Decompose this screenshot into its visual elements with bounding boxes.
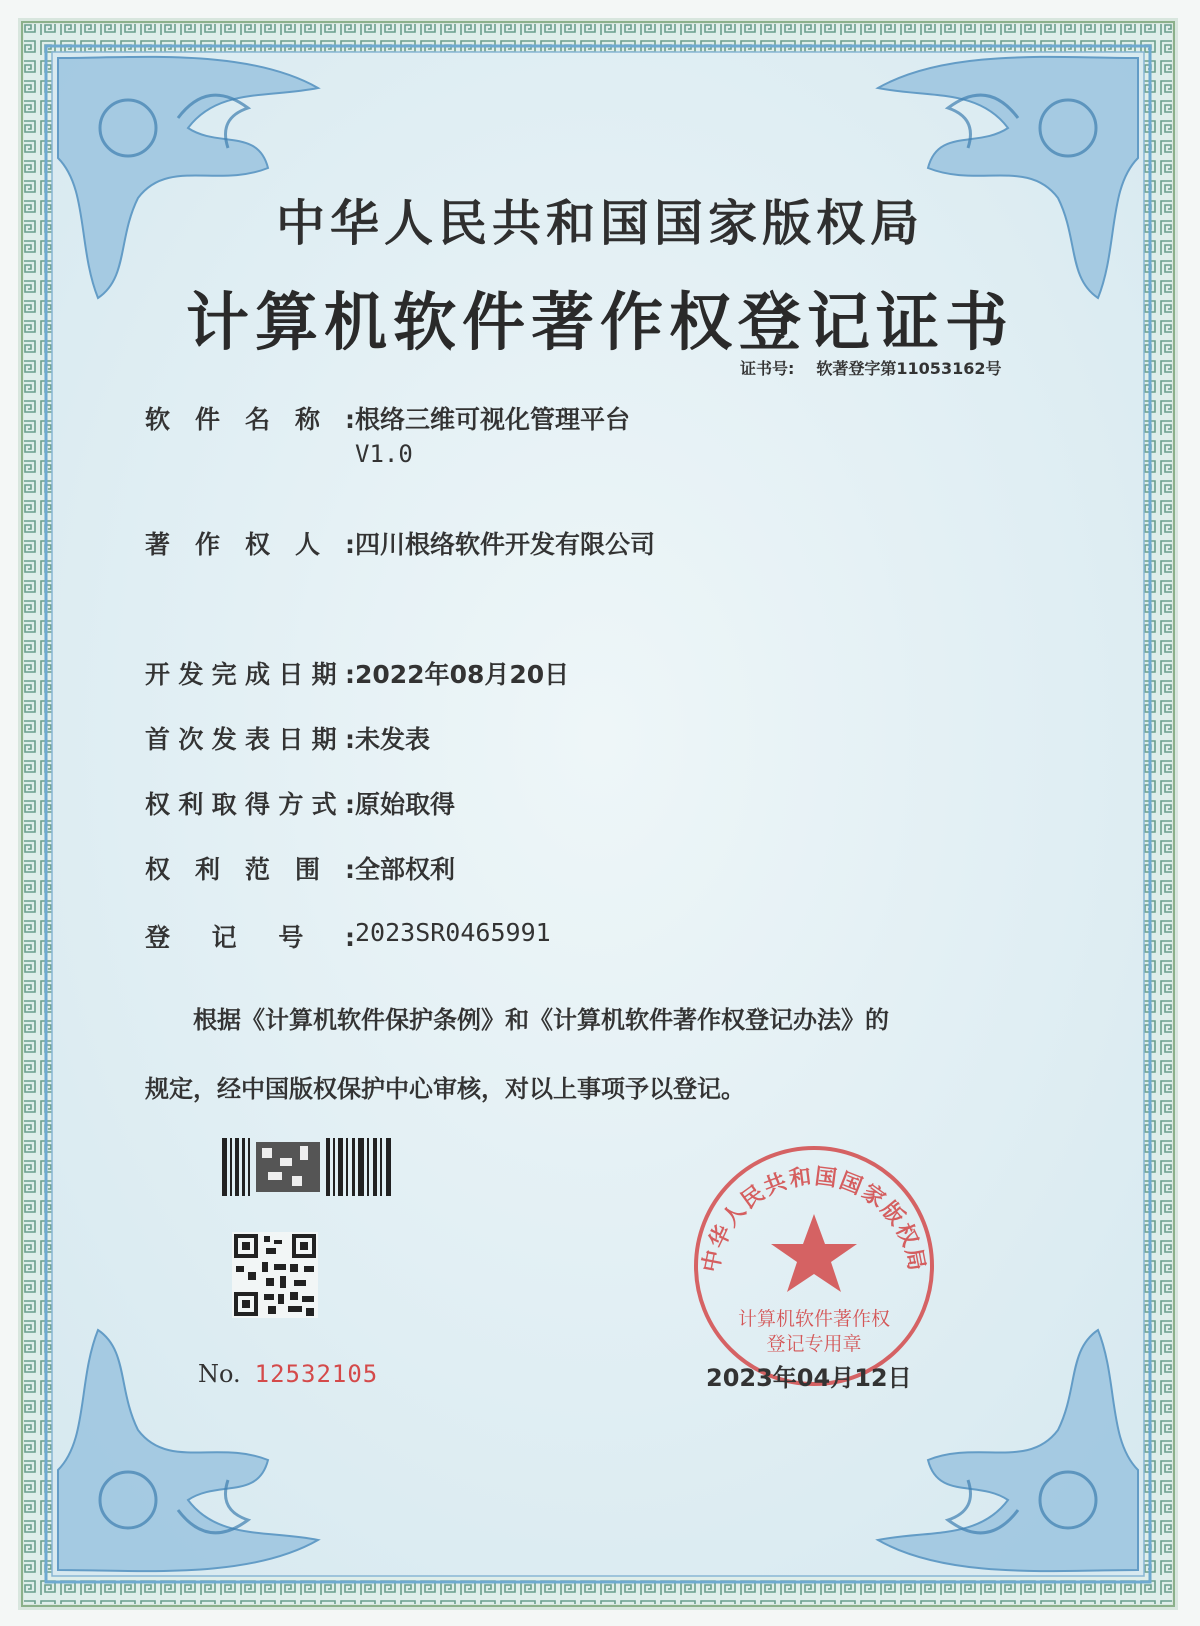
seal-inner-line-1: 计算机软件著作权 <box>737 1308 891 1330</box>
statement-line-2: 规定，经中国版权保护中心审核，对以上事项予以登记。 <box>145 1075 745 1103</box>
field-label: 权利范围: <box>145 855 355 884</box>
field-owner <box>145 525 655 561</box>
issue-date: 2023年04月12日 <box>706 1364 912 1392</box>
software-name-value: 根络三维可视化管理平台 <box>355 405 631 434</box>
field-software-name <box>145 400 630 468</box>
certificate-number-value: 软著登字第11053162号 <box>816 359 1002 378</box>
qr-code <box>232 1232 318 1318</box>
seal-inner-line-2: 登记专用章 <box>766 1333 862 1355</box>
field-registration-no <box>145 918 551 954</box>
field-first-publish-date <box>145 720 430 756</box>
certificate-number <box>740 356 1001 379</box>
barcode <box>222 1138 394 1196</box>
completion-date-value: 2022年08月20日 <box>355 660 570 689</box>
certificate-title: 计算机软件著作权登记证书 <box>186 285 1014 359</box>
registration-no-value: 2023SR0465991 <box>355 918 551 947</box>
official-seal <box>688 1140 940 1392</box>
authority-heading: 中华人民共和国国家版权局 <box>275 195 924 252</box>
certificate-number-label: 证书号: <box>740 359 795 378</box>
field-label: 著作权人: <box>145 530 355 559</box>
owner-value: 四川根络软件开发有限公司 <box>355 530 656 559</box>
field-label: 登记号: <box>145 923 355 952</box>
rights-scope-value: 全部权利 <box>355 855 456 884</box>
field-label: 权利取得方式: <box>145 790 355 819</box>
field-acquisition-method <box>145 785 455 821</box>
serial-number-value: 12532105 <box>254 1360 379 1388</box>
acquisition-method-value: 原始取得 <box>355 790 456 819</box>
first-publish-date-value: 未发表 <box>355 725 431 754</box>
field-label: 首次发表日期: <box>145 725 355 754</box>
field-completion-date <box>145 655 569 691</box>
field-label: 开发完成日期: <box>145 660 355 689</box>
seal-outer-text: 中华人民共和国国家版权局 <box>698 1164 930 1275</box>
field-rights-scope <box>145 850 455 886</box>
field-label: 软件名称: <box>145 405 355 434</box>
software-version: V1.0 <box>355 440 413 468</box>
statement-line-1: 根据《计算机软件保护条例》和《计算机软件著作权登记办法》的 <box>193 1006 889 1034</box>
serial-number <box>198 1360 378 1388</box>
serial-number-label: No. <box>198 1360 241 1388</box>
